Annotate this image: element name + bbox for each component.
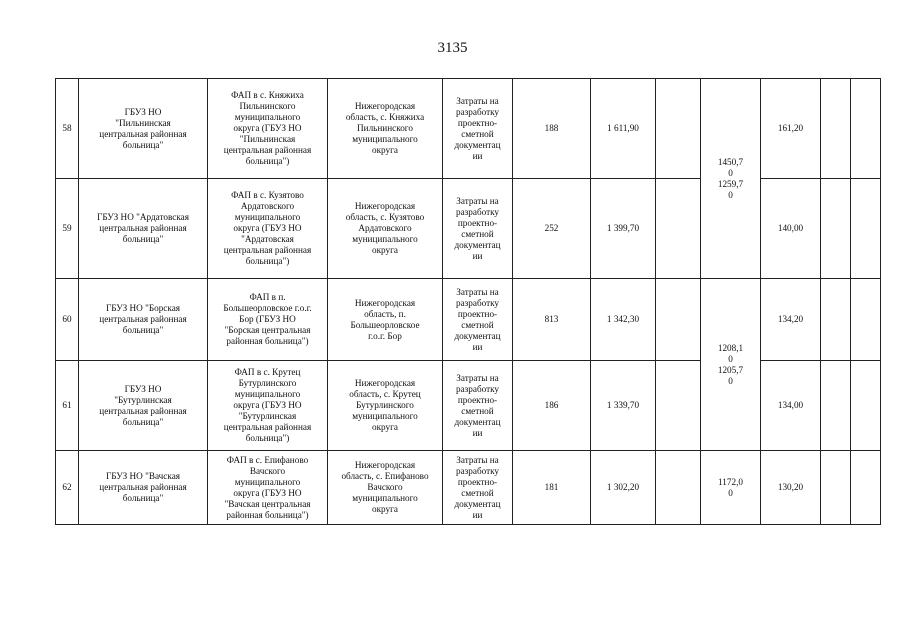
row-number: 62: [56, 451, 79, 525]
row-number: 61: [56, 361, 79, 451]
merged-value-cell: 1450,7 0 1259,7 0: [701, 79, 761, 279]
quantity-cell: 188: [513, 79, 591, 179]
quantity-cell: 186: [513, 361, 591, 451]
object-cell: ФАП в п. Большеорловское г.о.г. Бор (ГБУЗ НО "Борская центральная районная больница"): [208, 279, 328, 361]
share-cell: 161,20: [761, 79, 821, 179]
empty-cell: [851, 451, 881, 525]
table-row: [56, 279, 881, 361]
institution-cell: ГБУЗ НО "Бутурлинская центральная районная больница": [79, 361, 208, 451]
cost-type-cell: Затраты на разработку проектно- сметной документац ии: [443, 361, 513, 451]
share-cell: 134,20: [761, 279, 821, 361]
empty-cell: [821, 451, 851, 525]
object-cell: ФАП в с. Княжиха Пильнинского муниципального округа (ГБУЗ НО "Пильнинская центральная районная больница"): [208, 79, 328, 179]
empty-cell: [851, 279, 881, 361]
empty-cell: [656, 179, 701, 279]
share-cell: 130,20: [761, 451, 821, 525]
empty-cell: [821, 361, 851, 451]
empty-cell: [851, 361, 881, 451]
object-cell: ФАП в с. Кузятово Ардатовского муниципального округа (ГБУЗ НО "Ардатовская центральная районная больница"): [208, 179, 328, 279]
empty-cell: [851, 79, 881, 179]
object-cell: ФАП в с. Епифаново Вачского муниципального округа (ГБУЗ НО "Вачская центральная районная больница"): [208, 451, 328, 525]
institution-cell: ГБУЗ НО "Борская центральная районная больница": [79, 279, 208, 361]
cost-type-cell: Затраты на разработку проектно- сметной документац ии: [443, 79, 513, 179]
empty-cell: [656, 451, 701, 525]
empty-cell: [821, 179, 851, 279]
location-cell: Нижегородская область, с. Княжиха Пильнинского муниципального округа: [328, 79, 443, 179]
page-number: 3135: [437, 40, 468, 56]
empty-cell: [821, 279, 851, 361]
table-row: [56, 451, 881, 525]
quantity-cell: 252: [513, 179, 591, 279]
amount-cell: 1 302,20: [591, 451, 656, 525]
institution-cell: ГБУЗ НО "Пильнинская центральная районная больница": [79, 79, 208, 179]
merged-value-cell: 1208,1 0 1205,7 0: [701, 279, 761, 451]
object-cell: ФАП в с. Крутец Бутурлинского муниципального округа (ГБУЗ НО "Бутурлинская центральная районная больница"): [208, 361, 328, 451]
amount-cell: 1 611,90: [591, 79, 656, 179]
empty-cell: [821, 79, 851, 179]
row-number: 60: [56, 279, 79, 361]
institution-cell: ГБУЗ НО "Ардатовская центральная районная больница": [79, 179, 208, 279]
row-number: 58: [56, 79, 79, 179]
quantity-cell: 181: [513, 451, 591, 525]
share-cell: 140,00: [761, 179, 821, 279]
cost-type-cell: Затраты на разработку проектно- сметной документац ии: [443, 279, 513, 361]
amount-cell: 1 399,70: [591, 179, 656, 279]
cost-type-cell: Затраты на разработку проектно- сметной документац ии: [443, 451, 513, 525]
amount-cell: 1 342,30: [591, 279, 656, 361]
cost-type-cell: Затраты на разработку проектно- сметной документац ии: [443, 179, 513, 279]
institution-cell: ГБУЗ НО "Вачская центральная районная больница": [79, 451, 208, 525]
quantity-cell: 813: [513, 279, 591, 361]
amount-cell: 1 339,70: [591, 361, 656, 451]
merged-value-cell: 1172,0 0: [701, 451, 761, 525]
share-cell: 134,00: [761, 361, 821, 451]
empty-cell: [656, 79, 701, 179]
row-number: 59: [56, 179, 79, 279]
empty-cell: [656, 279, 701, 361]
location-cell: Нижегородская область, с. Епифаново Вачского муниципального округа: [328, 451, 443, 525]
table-row: [56, 79, 881, 179]
location-cell: Нижегородская область, с. Крутец Бутурлинского муниципального округа: [328, 361, 443, 451]
cost-table: [55, 78, 881, 525]
location-cell: Нижегородская область, п. Большеорловское г.о.г. Бор: [328, 279, 443, 361]
empty-cell: [656, 361, 701, 451]
empty-cell: [851, 179, 881, 279]
location-cell: Нижегородская область, с. Кузятово Ардатовского муниципального округа: [328, 179, 443, 279]
